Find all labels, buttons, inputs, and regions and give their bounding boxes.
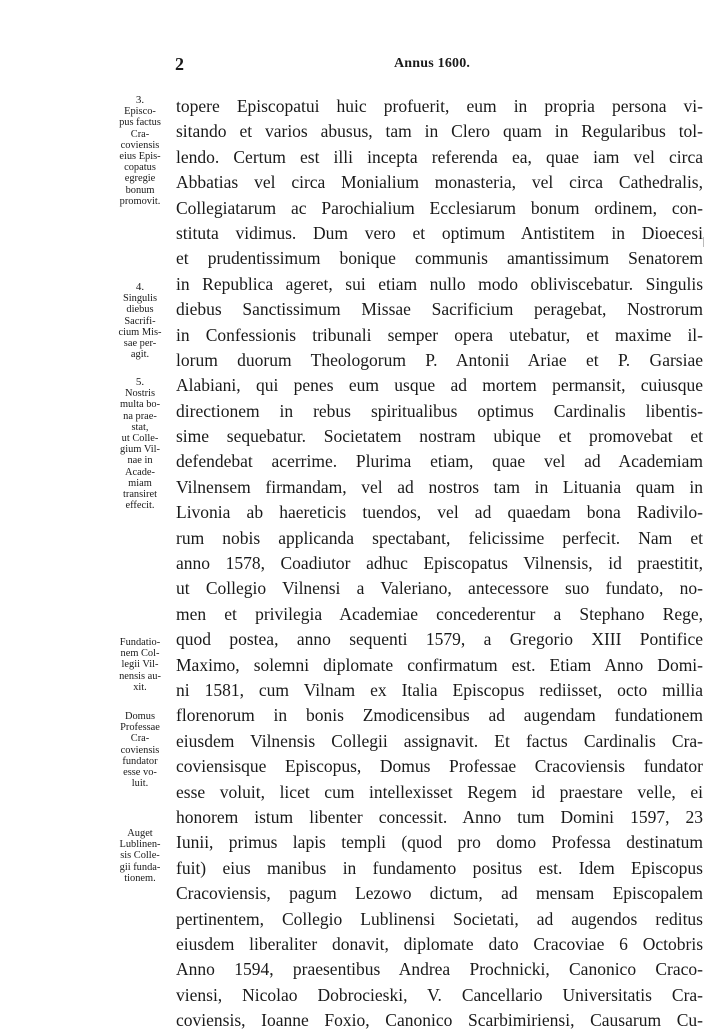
margin-note: [108, 377, 172, 511]
margin-note-line: Nostris: [124, 388, 156, 400]
text-line: coviensis, Ioanne Foxio, Canonico Scarbimiriensi, Causarum Cu-: [176, 1010, 703, 1031]
margin-note: [108, 282, 172, 360]
margin-note-line: nem Col-: [120, 648, 160, 660]
margin-note: [108, 637, 172, 693]
margin-note-line: ut Colle-: [121, 433, 159, 445]
margin-note-line: Cra-: [130, 128, 150, 140]
text-line: stituta vidimus. Dum vero et optimum Antistitem in Dioecesi: [176, 222, 703, 243]
margin-note-line: xit.: [133, 681, 147, 693]
text-line: Maximo, solemni diplomate confirmatum est. Etiam Anno Domi-: [176, 654, 703, 675]
margin-note-line: gii funda-: [119, 861, 161, 873]
text-line: directionem in rebus spiritualibus optimus Cardinalis libentis-: [176, 400, 703, 421]
margin-note-line: tionem.: [124, 872, 156, 884]
text-line: anno 1578, Coadiutor adhuc Episcopatus Vilnensis, id praestitit,: [176, 553, 703, 574]
margin-note-line: na prae-: [123, 410, 157, 422]
margin-note-line: multa bo-: [119, 399, 161, 411]
margin-note-line: Sacrifi-: [124, 315, 156, 327]
margin-note-line: sae per-: [123, 338, 157, 350]
text-line: esse voluit, licet cum intellexisset Regem id praestare velle, ei: [176, 781, 703, 802]
margin-note-line: sis Colle-: [120, 850, 160, 862]
text-line: sime sequebatur. Societatem nostram ubique et promovebat et: [176, 426, 703, 447]
text-line: quod postea, anno sequenti 1579, a Gregorio XIII Pontifice: [176, 629, 703, 650]
margin-note-line: bonum: [125, 184, 155, 196]
margin-note-line: transiret: [122, 489, 158, 501]
text-line: sitando et varios abusus, tam in Clero quam in Regularibus tol-: [176, 121, 703, 142]
margin-note-line: legii Vil-: [121, 659, 159, 671]
margin-note-line: fundator: [122, 755, 158, 767]
text-line: in Republica ageret, sui etiam nullo modo obliviscebatur. Singulis: [176, 273, 703, 294]
page-number: 2: [175, 54, 184, 74]
text-line: pertinentem, Collegio Lublinensi Societati, ad augendos reditus: [176, 908, 703, 929]
margin-note-line: pus factus: [119, 117, 161, 129]
margin-note: [108, 828, 172, 884]
text-line: diebus Sanctissimum Missae Sacrificium peragebat, Nostrorum: [176, 299, 703, 320]
margin-note-line: Singulis: [122, 293, 158, 305]
margin-note: [108, 95, 172, 207]
text-line: eiusdem liberaliter donavit, diplomate dato Cracoviae 6 Octobris: [176, 933, 703, 954]
margin-note-line: luit.: [131, 778, 149, 790]
margin-note-line: egregie: [124, 173, 156, 185]
text-line: Abbatias vel circa Monialium monasteria, vel circa Cathedralis,: [176, 172, 703, 193]
text-line: honorem istum libenter concessit. Anno tum Domini 1597, 23: [176, 806, 703, 827]
margin-note-line: coviensis: [120, 744, 160, 756]
text-line: Iunii, primus lapis templi (quod pro domo Professa destinatum: [176, 832, 703, 853]
body-text: [176, 94, 703, 1033]
text-line: rum nobis applicanda spectabant, felicissime perfecit. Nam et: [176, 527, 703, 548]
text-line: Collegiatarum ac Parochialium Ecclesiarum bonum ordinem, con-: [176, 197, 703, 218]
margin-note-line: stat,: [131, 421, 149, 433]
margin-note-line: Domus: [124, 711, 156, 722]
text-line: viensi, Nicolao Dobrocieski, V. Cancellario Universitatis Cra-: [176, 984, 703, 1005]
text-line: lendo. Certum est illi incepta referenda ea, quae iam vel circa: [176, 146, 703, 167]
margin-note-line: cium Mis-: [118, 326, 162, 338]
margin-note-line: Professae: [120, 722, 160, 734]
margin-note-line: agit.: [130, 349, 150, 361]
text-line: ut Collegio Vilnensi a Valeriano, antecessore suo fundato, no-: [176, 578, 703, 599]
margin-note-line: Auget: [127, 828, 153, 839]
text-line: et prudentissimum bonique communis amantissimum Senatorem: [176, 248, 703, 269]
margin-note-line: coviensis: [120, 139, 160, 151]
running-head: Annus 1600.: [394, 56, 471, 71]
text-line: topere Episcopatui huic profuerit, eum in propria persona vi-: [176, 96, 703, 116]
text-line: eiusdem Vilnensis Collegii assignavit. Et factus Cardinalis Cra-: [176, 730, 703, 751]
margin-note-line: diebus: [126, 304, 154, 316]
margin-note-line: eius Epis-: [119, 151, 161, 163]
text-line: men et privilegia Academiae concederentur a Stephano Rege,: [176, 603, 703, 624]
margin-note-line: copatus: [124, 162, 156, 174]
margin-note-line: gium Vil-: [120, 444, 160, 456]
margin-note-line: miam: [128, 477, 152, 489]
margin-note-line: Episco-: [124, 106, 156, 118]
text-line: defendebat acerrime. Plurima etiam, quae vel ad Academiam: [176, 451, 703, 472]
text-line: ni 1581, cum Vilnam ex Italia Episcopus rediisset, octo millia: [176, 679, 703, 700]
margin-note-line: nensis au-: [119, 670, 161, 682]
page-header: [0, 54, 720, 78]
text-line: fuit) eius manibus in fundamento positus est. Idem Episcopus: [176, 857, 703, 878]
text-line: lorum duorum Theologorum P. Antonii Ariae et P. Garsiae: [176, 349, 703, 370]
margin-note-line: nae in: [127, 455, 153, 467]
margin-note-line: esse vo-: [123, 767, 157, 779]
margin-note-line: promovit.: [119, 195, 161, 207]
text-line: florenorum in bonis Zmodicensibus ad augendam fundationem: [176, 705, 703, 726]
margin-note-number: 4.: [135, 281, 145, 293]
text-line: Anno 1594, praesentibus Andrea Prochnicki, Canonico Craco-: [176, 959, 703, 980]
text-line: in Confessionis tribunali semper opera utebatur, et maxime il-: [176, 324, 703, 345]
text-line: coviensisque Episcopus, Domus Professae Cracoviensis fundator: [176, 756, 703, 777]
margin-note-number: 3.: [135, 94, 145, 106]
margin-note-line: Cra-: [130, 733, 150, 745]
text-line: Vilnensem firmandam, vel ad nostros tam in Lituania quam in: [176, 476, 703, 497]
margin-note: [108, 711, 172, 789]
margin-note-number: 5.: [135, 376, 145, 388]
margin-note-line: Lublinen-: [119, 839, 161, 851]
scan-speck: [703, 237, 704, 247]
text-line: Alabiani, qui penes eum usque ad mortem permansit, cuiusque: [176, 375, 703, 396]
margin-note-line: Acade-: [125, 466, 155, 478]
margin-note-line: effecit.: [125, 500, 155, 512]
text-line: Cracoviensis, pagum Lezowo dictum, ad mensam Episcopalem: [176, 883, 703, 904]
margin-note-line: Fundatio-: [119, 637, 161, 648]
text-line: Livonia ab haereticis tuendos, vel ad quaedam bona Radivilo-: [176, 502, 703, 523]
